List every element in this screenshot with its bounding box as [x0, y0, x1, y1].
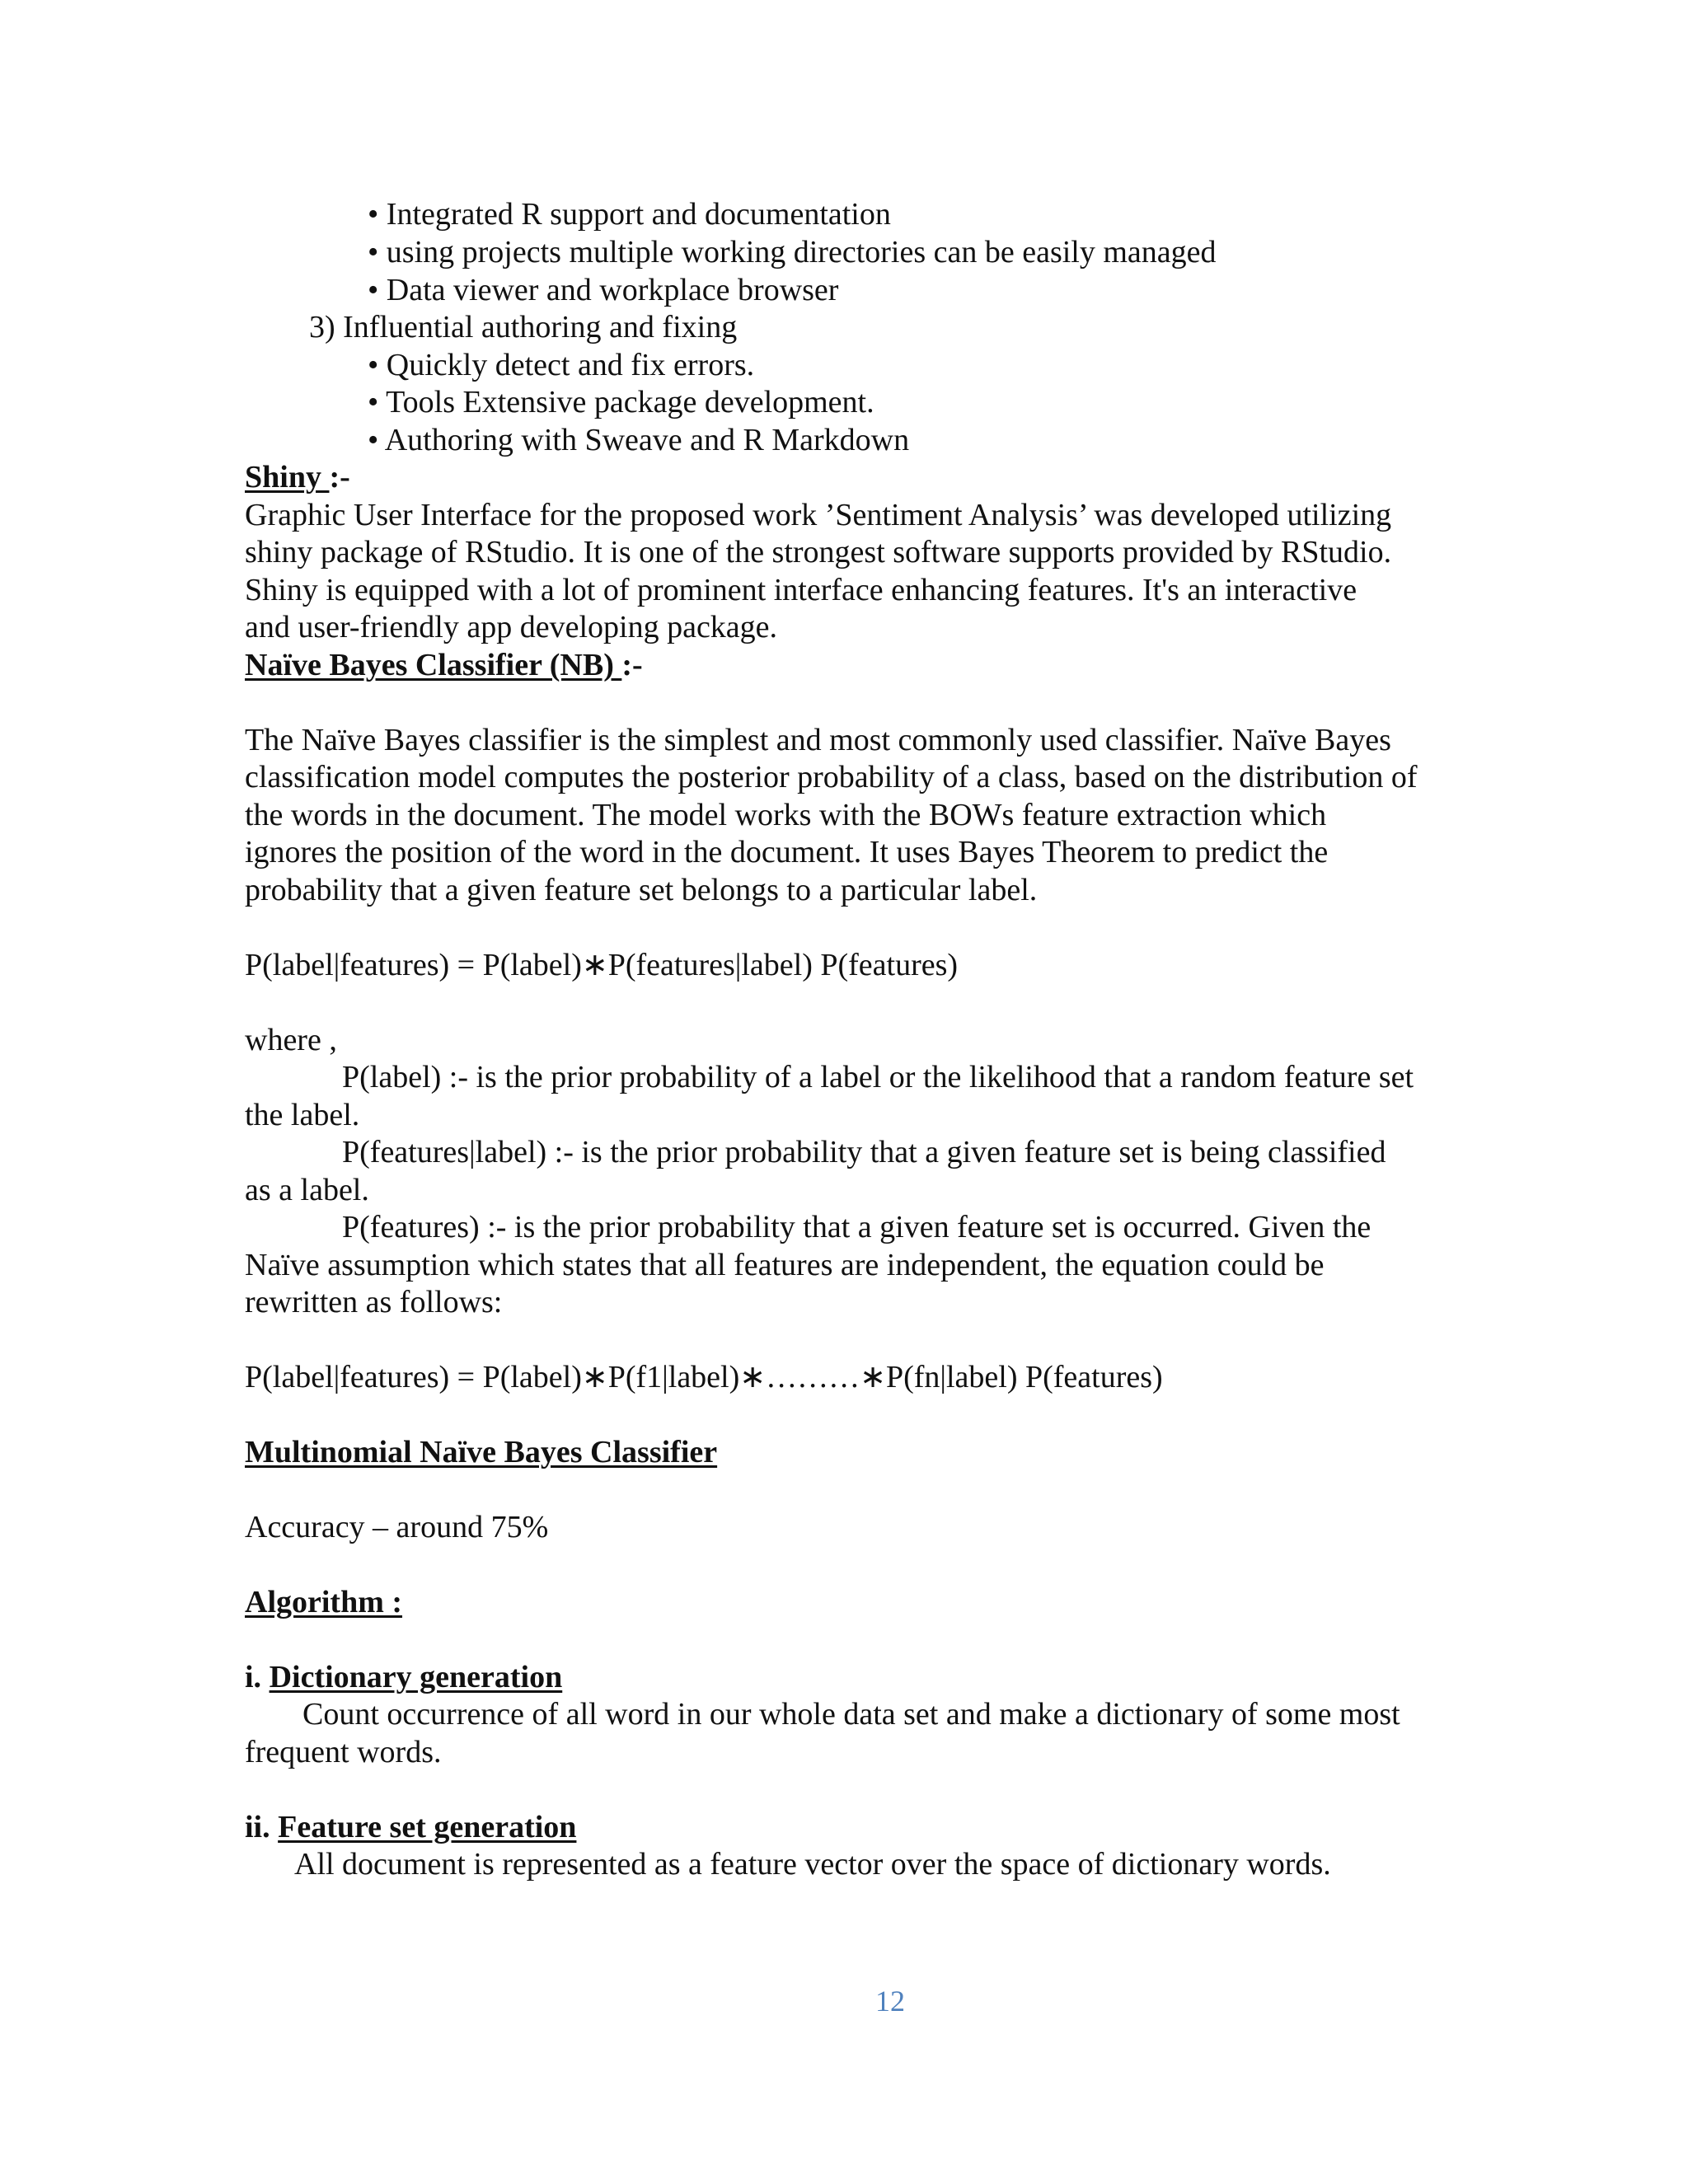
definition-line: rewritten as follows: — [245, 1285, 503, 1319]
definition-line: P(label) :- is the prior probability of a label or the likelihood that a random feature set — [342, 1060, 1414, 1094]
formula-bayes: P(label|features) = P(label)∗P(features|label) P(features) — [245, 948, 959, 982]
paragraph-line: and user-friendly app developing package. — [245, 610, 778, 644]
mnb-heading: Multinomial Naïve Bayes Classifier — [245, 1435, 718, 1469]
paragraph-line: Shiny is equipped with a lot of prominent interface enhancing features. It's an interactive — [245, 573, 1357, 607]
bullet-item: • using projects multiple working directories can be easily managed — [368, 235, 1217, 269]
paragraph-line: the words in the document. The model works with the BOWs feature extraction which — [245, 798, 1327, 832]
step1-heading — [245, 1659, 562, 1696]
bullet-item: • Integrated R support and documentation — [368, 197, 891, 232]
shiny-heading-text: Shiny — [245, 460, 330, 494]
step1-line: frequent words. — [245, 1735, 442, 1769]
nb-heading-suffix: :- — [621, 648, 643, 682]
page-number: 12 — [875, 1985, 905, 2018]
paragraph-line: ignores the position of the word in the document. It uses Bayes Theorem to predict the — [245, 835, 1329, 869]
bullet-item: • Tools Extensive package development. — [368, 385, 874, 419]
paragraph-line: probability that a given feature set belongs to a particular label. — [245, 873, 1038, 907]
numbered-item: 3) Influential authoring and fixing — [309, 310, 738, 344]
paragraph-line: shiny package of RStudio. It is one of the strongest software supports provided by RStudio. — [245, 535, 1392, 569]
step2-heading — [245, 1809, 576, 1846]
shiny-heading-suffix: :- — [329, 460, 350, 494]
bullet-item: • Quickly detect and fix errors. — [368, 348, 755, 382]
definition-line: as a label. — [245, 1173, 369, 1207]
shiny-heading — [245, 459, 350, 496]
definition-line: P(features) :- is the prior probability that a given feature set is occurred. Given the — [342, 1210, 1372, 1244]
bullet-item: • Data viewer and workplace browser — [368, 273, 839, 307]
definition-line: P(features|label) :- is the prior probability that a given feature set is being classified — [342, 1135, 1386, 1169]
formula-naive-expansion: P(label|features) = P(label)∗P(f1|label)∗………∗P(fn|label) P(features) — [245, 1360, 1163, 1394]
step1-title: Dictionary generation — [269, 1660, 563, 1694]
definition-line: the label. — [245, 1098, 360, 1132]
paragraph-line: classification model computes the posterior probability of a class, based on the distribution of — [245, 760, 1418, 794]
bullet-item: • Authoring with Sweave and R Markdown — [368, 423, 910, 457]
accuracy-text: Accuracy – around 75% — [245, 1510, 549, 1544]
algorithm-heading: Algorithm : — [245, 1585, 403, 1619]
definition-line: Naïve assumption which states that all features are independent, the equation could be — [245, 1248, 1325, 1282]
paragraph-line: The Naïve Bayes classifier is the simplest and most commonly used classifier. Naïve Bayes — [245, 723, 1391, 757]
step2-title: Feature set generation — [278, 1810, 577, 1844]
step2-prefix: ii. — [245, 1810, 279, 1844]
nb-heading — [245, 647, 643, 684]
step1-prefix: i. — [245, 1660, 270, 1694]
nb-heading-text: Naïve Bayes Classifier (NB) — [245, 648, 622, 682]
step1-line: Count occurrence of all word in our whole data set and make a dictionary of some most — [302, 1697, 1400, 1732]
paragraph-line: Graphic User Interface for the proposed work ’Sentiment Analysis’ was developed utilizing — [245, 498, 1392, 532]
step2-line: All document is represented as a feature vector over the space of dictionary words. — [294, 1847, 1331, 1882]
where-label: where , — [245, 1023, 337, 1057]
